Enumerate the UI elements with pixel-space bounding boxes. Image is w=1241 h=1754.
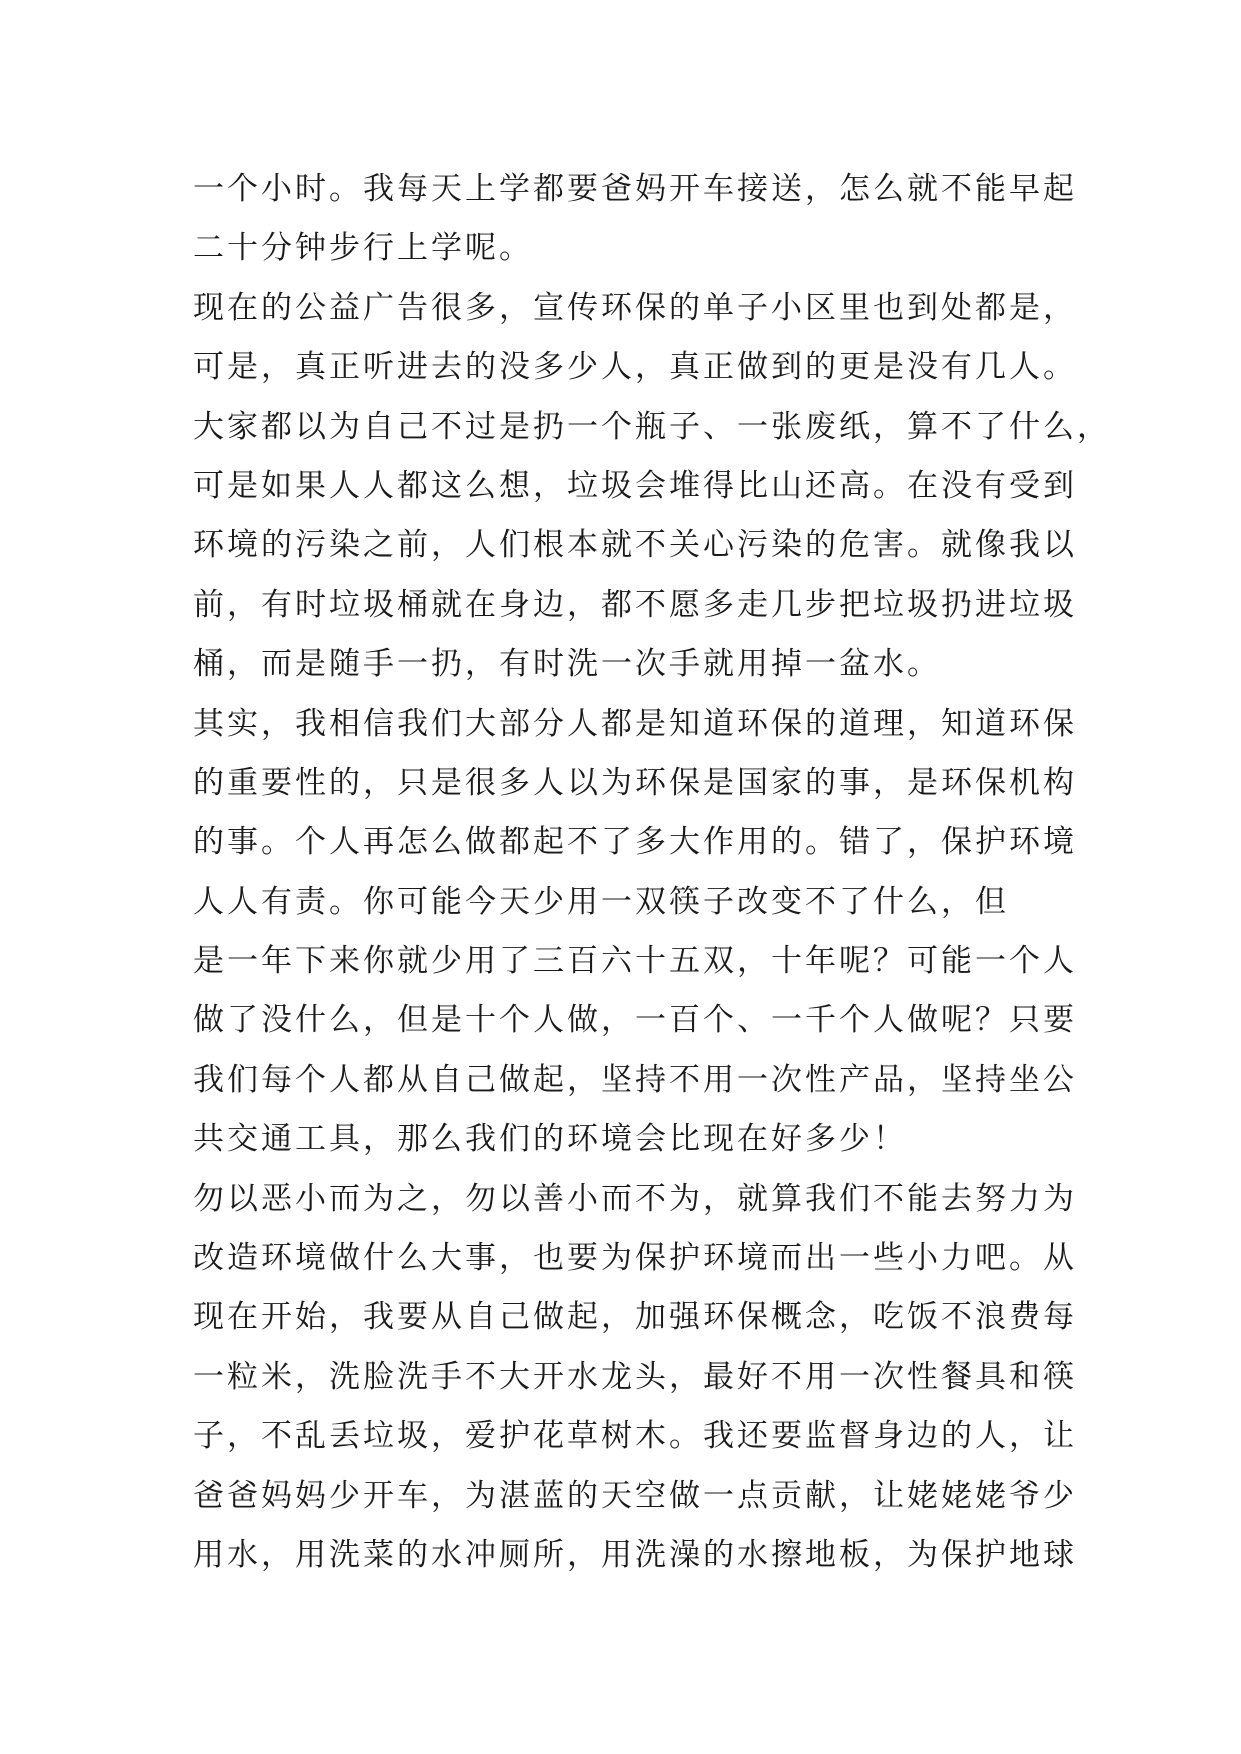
text-line: 可是，真正听进去的没多少人，真正做到的更是没有几人。	[193, 349, 1077, 386]
text-line: 可是如果人人都这么想，垃圾会堆得比山还高。在没有受到	[193, 467, 1077, 504]
text-line: 子，不乱丢垃圾，爱护花草树木。我还要监督身边的人，让	[193, 1418, 1077, 1455]
text-line: 用水，用洗菜的水冲厕所，用洗澡的水擦地板，为保护地球	[193, 1536, 1077, 1573]
text-line: 桶，而是随手一扔，有时洗一次手就用掉一盆水。	[193, 646, 941, 683]
text-line: 大家都以为自己不过是扔一个瓶子、一张废纸，算不了什么，	[193, 408, 1111, 445]
text-line: 是一年下来你就少用了三百六十五双，十年呢？可能一个人	[193, 943, 1077, 980]
text-line: 前，有时垃圾桶就在身边，都不愿多走几步把垃圾扔进垃圾	[193, 586, 1077, 623]
text-line: 的事。个人再怎么做都起不了多大作用的。错了，保护环境	[193, 824, 1077, 861]
text-line: 环境的污染之前，人们根本就不关心污染的危害。就像我以	[193, 527, 1077, 564]
text-line: 一粒米，洗脸洗手不大开水龙头，最好不用一次性餐具和筷	[193, 1358, 1077, 1395]
text-line: 我们每个人都从自己做起，坚持不用一次性产品，坚持坐公	[193, 1061, 1077, 1098]
text-line: 一个小时。我每天上学都要爸妈开车接送，怎么就不能早起	[193, 171, 1077, 207]
text-line: 共交通工具，那么我们的环境会比现在好多少！	[193, 1121, 907, 1158]
text-line: 改造环境做什么大事，也要为保护环境而出一些小力吧。从	[193, 1240, 1077, 1277]
text-line: 勿以恶小而为之，勿以善小而不为，就算我们不能去努力为	[193, 1180, 1077, 1217]
text-line: 的重要性的，只是很多人以为环保是国家的事，是环保机构	[193, 764, 1077, 801]
text-line: 做了没什么，但是十个人做，一百个、一千个人做呢？只要	[193, 1002, 1077, 1039]
text-line: 人人有责。你可能今天少用一双筷子改变不了什么，但	[193, 883, 1009, 920]
text-line: 爸爸妈妈少开车，为湛蓝的天空做一点贡献，让姥姥姥爷少	[193, 1477, 1077, 1514]
text-line: 现在的公益广告很多，宣传环保的单子小区里也到处都是，	[193, 289, 1077, 326]
text-line: 其实，我相信我们大部分人都是知道环保的道理，知道环保	[193, 705, 1077, 742]
text-line: 现在开始，我要从自己做起，加强环保概念，吃饭不浪费每	[193, 1299, 1077, 1336]
text-line: 二十分钟步行上学呢。	[193, 230, 533, 267]
document-body	[193, 160, 1111, 1585]
